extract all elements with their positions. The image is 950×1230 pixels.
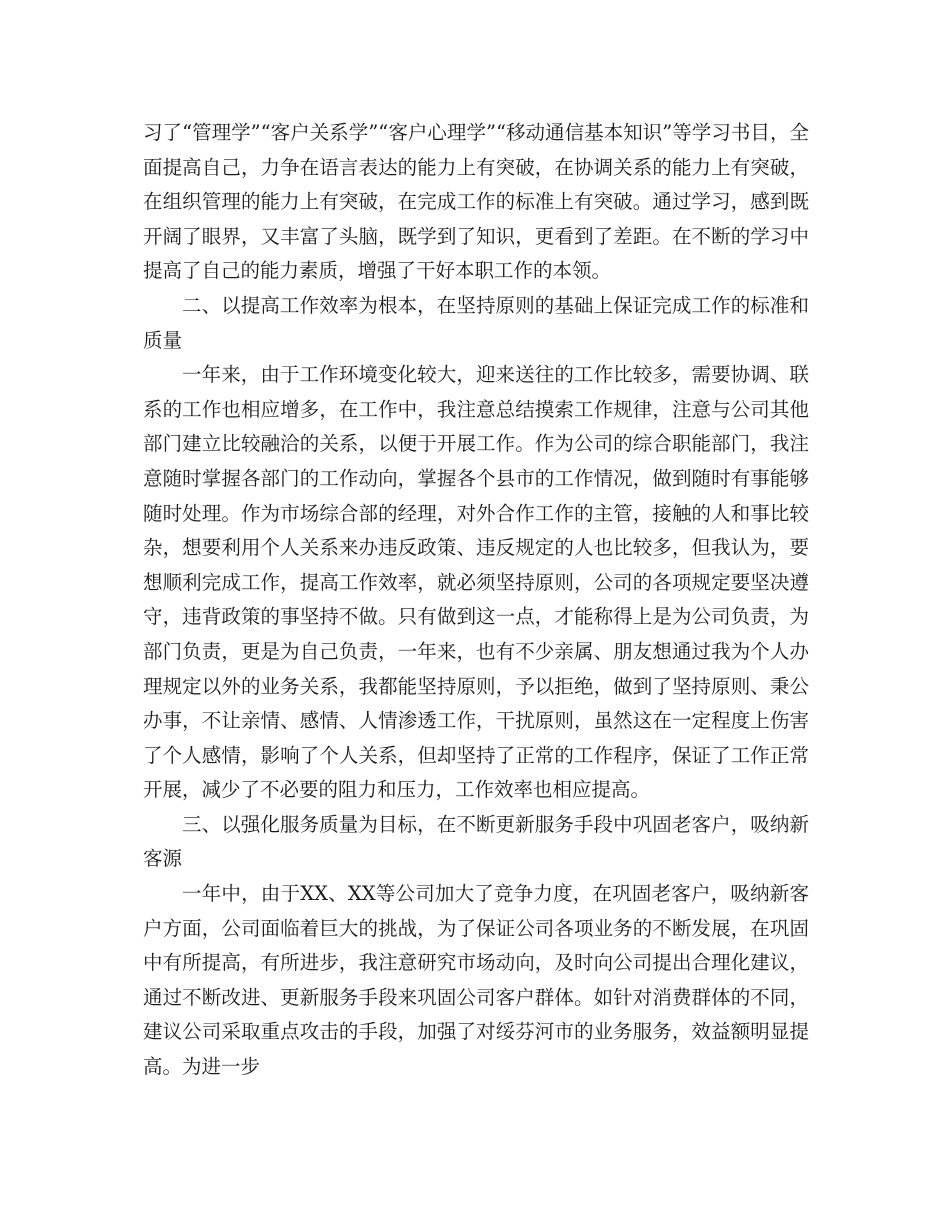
paragraph-study-continuation: 习了“管理学”“客户关系学”“客户心理学”“移动通信基本知识”等学习书目，全面提高自己，力争在语言表达的能力上有突破，在协调关系的能力上有突破，在组织管理的能力上有突破，在完成工作的标准上有突破。通过学习，感到既开阔了眼界，又丰富了头脑，既学到了知识，更看到了差距。在不断的学习中提高了自己的能力素质，增强了干好本职工作的本领。 [143,121,809,283]
section-heading-3: 三、以强化服务质量为目标，在不断更新服务手段中巩固老客户，吸纳新客源 [143,812,809,871]
document-body [143,116,809,1085]
paragraph-service: 一年中，由于XX、XX等公司加大了竞争力度，在巩固老客户，吸纳新客户方面，公司面临着巨大的挑战，为了保证公司各项业务的不断发展，在巩固中有所提高，有所进步，我注意研究市场动向，及时向公司提出合理化建议，通过不断改进、更新服务手段来巩固公司客户群体。如针对消费群体的不同，建议公司采取重点攻击的手段，加强了对绥芬河市的业务服务，效益额明显提高。为进一步 [143,882,809,1079]
paragraph-efficiency: 一年来，由于工作环境变化较大，迎来送往的工作比较多，需要协调、联系的工作也相应增多，在工作中，我注意总结摸索工作规律，注意与公司其他部门建立比较融洽的关系，以便于开展工作。作为公司的综合职能部门，我注意随时掌握各部门的工作动向，掌握各个县市的工作情况，做到随时有事能够随时处理。作为市场综合部的经理，对外合作工作的主管，接触的人和事比较杂，想要利用个人关系来办违反政策、违反规定的人也比较多，但我认为，要想顺利完成工作，提高工作效率，就必须坚持原则，公司的各项规定要坚决遵守，违背政策的事坚持不做。只有做到这一点，才能称得上是为公司负责，为部门负责，更是为自己负责，一年来，也有不少亲属、朋友想通过我为个人办理规定以外的业务关系，我都能坚持原则，予以拒绝，做到了坚持原则、秉公办事，不让亲情、感情、人情渗透工作，干扰原则，虽然这在一定程度上伤害了个人感情，影响了个人关系，但却坚持了正常的工作程序，保证了工作正常开展，减少了不必要的阻力和压力，工作效率也相应提高。 [143,363,809,802]
section-heading-2: 二、以提高工作效率为根本，在坚持原则的基础上保证完成工作的标准和质量 [143,293,809,352]
